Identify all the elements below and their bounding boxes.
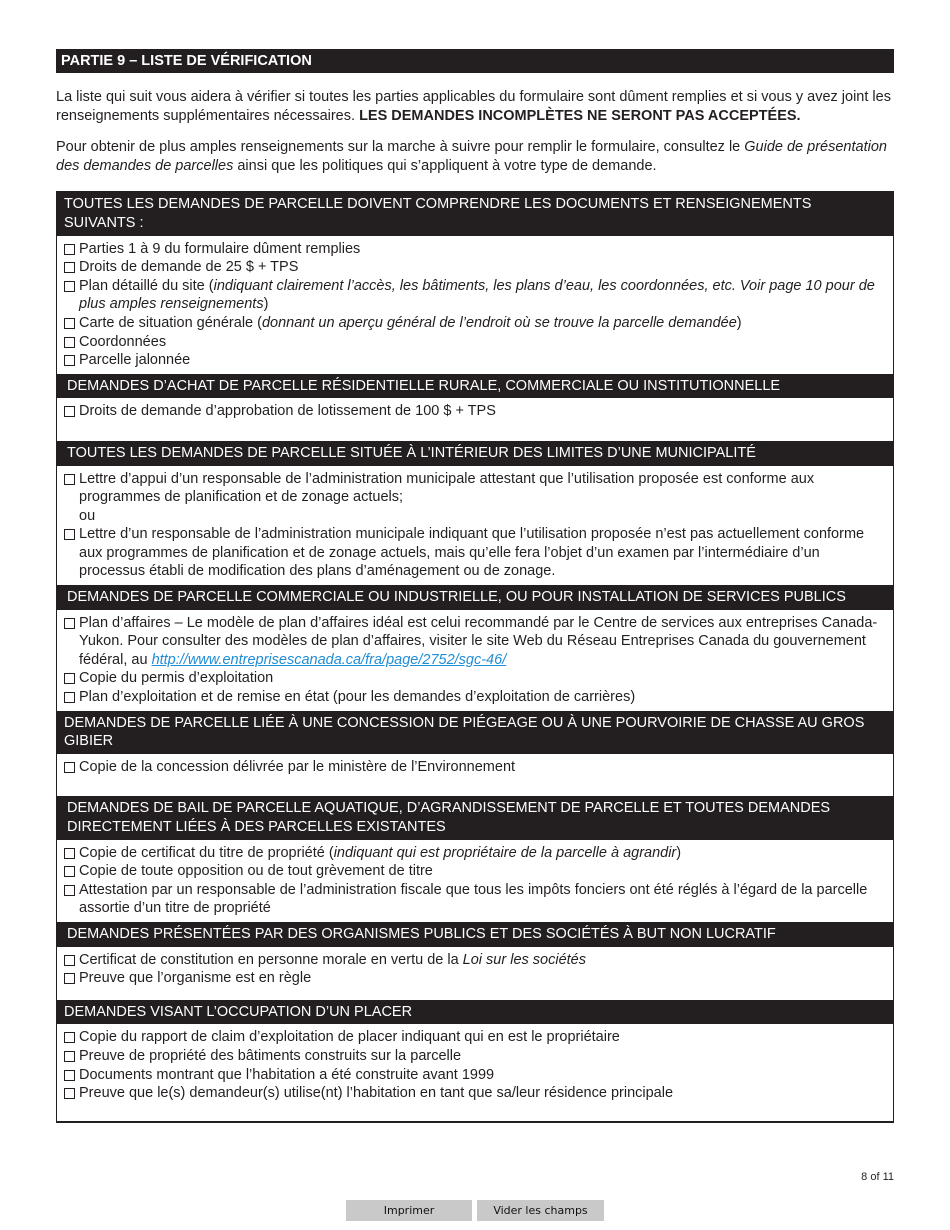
checkbox[interactable] [64,955,75,966]
clear-fields-button[interactable]: Vider les champs [477,1200,604,1221]
checklist-item: Copie de la concession délivrée par le ministère de l’Environnement [63,758,887,777]
form-page [56,49,894,1123]
checklist-item: Attestation par un responsable de l’administration fiscale que tous les impôts fonciers ont été réglés à l’égard de la parcelle assortie d’un titre de propriété [63,881,887,918]
checkbox[interactable] [64,1032,75,1043]
checkbox[interactable] [64,1070,75,1081]
page-number: 8 of 11 [861,1171,894,1183]
checklist-item: Plan détaillé du site (indiquant clairement l’accès, les bâtiments, les plans d’eau, les coordonnées, etc. Voir page 10 pour de plus amples renseignements) [63,277,887,314]
checklist-item: Carte de situation générale (donnant un aperçu général de l’endroit où se trouve la parcelle demandée) [63,314,887,333]
intro-text [56,88,894,175]
checklist-item: Copie de toute opposition ou de tout grèvement de titre [63,862,887,881]
section-heading-non-profit: DEMANDES PRÉSENTÉES PAR DES ORGANISMES PUBLICS ET DES SOCIÉTÉS À BUT NON LUCRATIF [57,922,893,947]
section-heading-trapping: DEMANDES DE PARCELLE LIÉE À UNE CONCESSION DE PIÉGEAGE OU À UNE POURVOIRIE DE CHASSE AU GROS GIBIER [57,711,893,754]
checkbox[interactable] [64,262,75,273]
intro-paragraph-1: La liste qui suit vous aidera à vérifier si toutes les parties applicables du formulaire sont dûment remplies et si vous y avez joint les renseignements supplémentaires nécessaires. LES DEMANDES INCOMPLÈTES NE SERONT PAS ACCEPTÉES. [56,89,891,124]
checklist-item: Lettre d’un responsable de l’administration municipale indiquant que l’utilisation proposée n’est pas actuellement conforme aux programmes de planification et de zonage actuels, mais qu’elle fera l’objet d’un examen par l’intermédiaire d’un processus établi de modification des plans d’aménagement ou de zonage. [63,525,887,581]
section-heading-commercial: DEMANDES DE PARCELLE COMMERCIALE OU INDUSTRIELLE, OU POUR INSTALLATION DE SERVICES PUBLICS [57,585,893,610]
section-body-trapping [57,754,893,797]
checkbox[interactable] [64,762,75,773]
section-body-non-profit [57,947,893,1000]
checklist-item: Copie du rapport de claim d’exploitation de placer indiquant qui en est le propriétaire [63,1028,887,1047]
checkbox[interactable] [64,673,75,684]
checkbox[interactable] [64,618,75,629]
checklist-item: Coordonnées [63,333,887,352]
checklist-table [56,191,894,1122]
checklist-item: Droits de demande d’approbation de lotissement de 100 $ + TPS [63,402,887,421]
incomplete-warning: LES DEMANDES INCOMPLÈTES NE SERONT PAS ACCEPTÉES. [359,107,801,124]
checklist-item: Lettre d’appui d’un responsable de l’administration municipale attestant que l’utilisation proposée est conforme aux programmes de planification et de zonage actuels; [63,470,887,507]
checkbox[interactable] [64,529,75,540]
checkbox[interactable] [64,406,75,417]
checklist-item: Preuve que l’organisme est en règle [63,969,887,988]
section-heading-all-applications: TOUTES LES DEMANDES DE PARCELLE DOIVENT COMPRENDRE LES DOCUMENTS ET RENSEIGNEMENTS SUIVANTS : [57,192,893,235]
checklist-item: Plan d’affaires – Le modèle de plan d’affaires idéal est celui recommandé par le Centre de services aux entreprises Canada-Yukon. Pour consulter des modèles de plan d’affaires, visiter le site Web du Réseau Entreprises Canada du gouvernement fédéral, au http://www.entreprisescanada.ca/fra/page/2752/sgc-46/ [63,614,887,670]
checkbox[interactable] [64,474,75,485]
section-body-placer [57,1024,893,1120]
intro-paragraph-2: Pour obtenir de plus amples renseignements sur la marche à suivre pour remplir le formulaire, consultez le Guide de présentation des demandes de parcelles ainsi que les politiques qui s’appliquent à votre type de demande. [56,139,887,174]
checkbox[interactable] [64,1088,75,1099]
checklist-item: Certificat de constitution en personne morale en vertu de la Loi sur les sociétés [63,951,887,970]
checklist-item: Preuve de propriété des bâtiments construits sur la parcelle [63,1047,887,1066]
part-title: PARTIE 9 – LISTE DE VÉRIFICATION [56,49,894,73]
checkbox[interactable] [64,866,75,877]
section-heading-aquatic-lease: DEMANDES DE BAIL DE PARCELLE AQUATIQUE, D’AGRANDISSEMENT DE PARCELLE ET TOUTES DEMANDES DIRECTEMENT LIÉES À DES PARCELLES EXISTANTES [57,796,893,839]
checkbox[interactable] [64,848,75,859]
checklist-item: Parcelle jalonnée [63,351,887,370]
checklist-item: Plan d’exploitation et de remise en état (pour les demandes d’exploitation de carrières) [63,688,887,707]
section-body-municipal [57,466,893,586]
checklist-item: Droits de demande de 25 $ + TPS [63,258,887,277]
checklist-item: Documents montrant que l’habitation a été construite avant 1999 [63,1066,887,1085]
section-heading-municipal: TOUTES LES DEMANDES DE PARCELLE SITUÉE À L’INTÉRIEUR DES LIMITES D’UNE MUNICIPALITÉ [57,441,893,466]
section-body-aquatic-lease [57,840,893,922]
section-body-all-applications [57,236,893,374]
checkbox[interactable] [64,337,75,348]
checklist-item: Parties 1 à 9 du formulaire dûment remplies [63,240,887,259]
checkbox[interactable] [64,281,75,292]
section-heading-placer: DEMANDES VISANT L’OCCUPATION D’UN PLACER [57,1000,893,1025]
or-separator: ou [79,507,96,524]
checkbox[interactable] [64,318,75,329]
checklist-item: Copie du permis d’exploitation [63,669,887,688]
section-body-commercial [57,610,893,711]
business-plan-link[interactable]: http://www.entreprisescanada.ca/fra/page/2752/sgc-46/ [151,651,507,668]
section-body-rural-residential [57,398,893,441]
section-heading-rural-residential: DEMANDES D’ACHAT DE PARCELLE RÉSIDENTIELLE RURALE, COMMERCIALE OU INSTITUTIONNELLE [57,374,893,399]
checklist-item: Preuve que le(s) demandeur(s) utilise(nt) l’habitation en tant que sa/leur résidence principale [63,1084,887,1103]
guide-title: Guide de présentation des demandes de parcelles [56,139,887,174]
checkbox[interactable] [64,973,75,984]
checklist-item: Copie de certificat du titre de propriété (indiquant qui est propriétaire de la parcelle à agrandir) [63,844,887,863]
checkbox[interactable] [64,885,75,896]
checkbox[interactable] [64,355,75,366]
checkbox[interactable] [64,1051,75,1062]
checkbox[interactable] [64,244,75,255]
checkbox[interactable] [64,692,75,703]
print-button[interactable]: Imprimer [346,1200,472,1221]
